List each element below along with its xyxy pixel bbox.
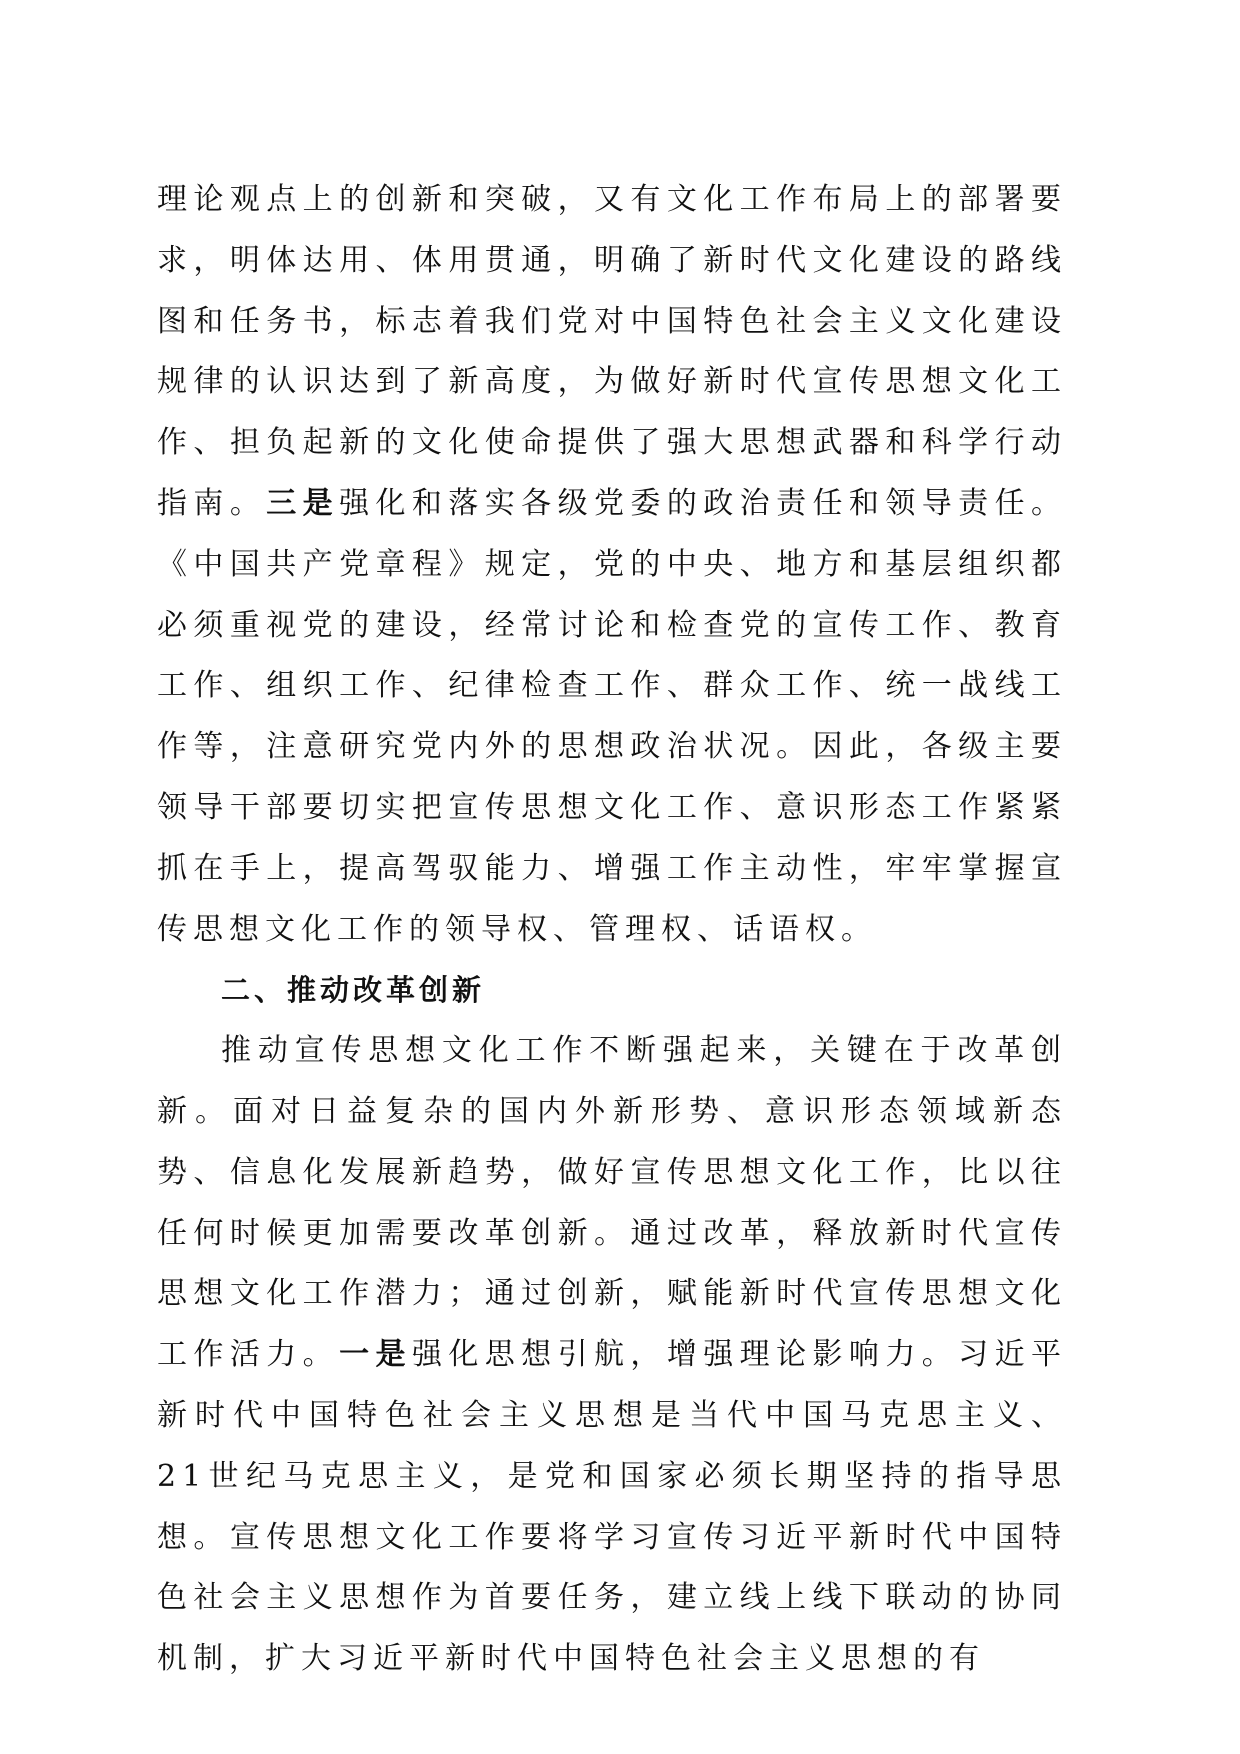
paragraph-2 (157, 1021, 1067, 1690)
paragraph-1-lead-term: 三是 (266, 485, 340, 521)
paragraph-1-text-b: 强化和落实各级党委的政治责任和领导责任。《中国共产党章程》规定，党的中央、地方和基层组织都必须重视党的建设，经常讨论和检查党的宣传工作、教育工作、组织工作、纪律检查工作、群众工作、统一战线工作等，注意研究党内外的思想政治状况。因此，各级主要领导干部要切实把宣传思想文化工作、意识形态工作紧紧抓在手上，提高驾驭能力、增强工作主动性，牢牢掌握宣传思想文化工作的领导权、管理权、话语权。 (157, 485, 1068, 947)
paragraph-1-text-a: 理论观点上的创新和突破，又有文化工作布局上的部署要求，明体达用、体用贯通，明确了新时代文化建设的路线图和任务书，标志着我们党对中国特色社会主义文化建设规律的认识达到了新高度，为做好新时代宣传思想文化工作、担负起新的文化使命提供了强大思想武器和科学行动指南。 (157, 182, 1067, 521)
paragraph-2-text-b: 强化思想引航，增强理论影响力。习近平新时代中国特色社会主义思想是当代中国马克思主义、21世纪马克思主义，是党和国家必须长期坚持的指导思想。宣传思想文化工作要将学习宣传习近平新时代中国特色社会主义思想作为首要任务，建立线上线下联动的协同机制，扩大习近平新时代中国特色社会主义思想的有 (157, 1337, 1068, 1677)
paragraph-1 (157, 170, 1067, 960)
paragraph-2-lead-term: 一是 (339, 1337, 412, 1373)
paragraph-2-text-a: 推动宣传思想文化工作不断强起来，关键在于改革创新。面对日益复杂的国内外新形势、意识形态领域新态势、信息化发展新趋势，做好宣传思想文化工作，比以往任何时候更加需要改革创新。通过改革，释放新时代宣传思想文化工作潜力；通过创新，赋能新时代宣传思想文化工作活力。 (157, 1033, 1067, 1373)
document-page (157, 170, 1067, 1690)
section-heading-2: 二、推动改革创新 (221, 973, 486, 1008)
